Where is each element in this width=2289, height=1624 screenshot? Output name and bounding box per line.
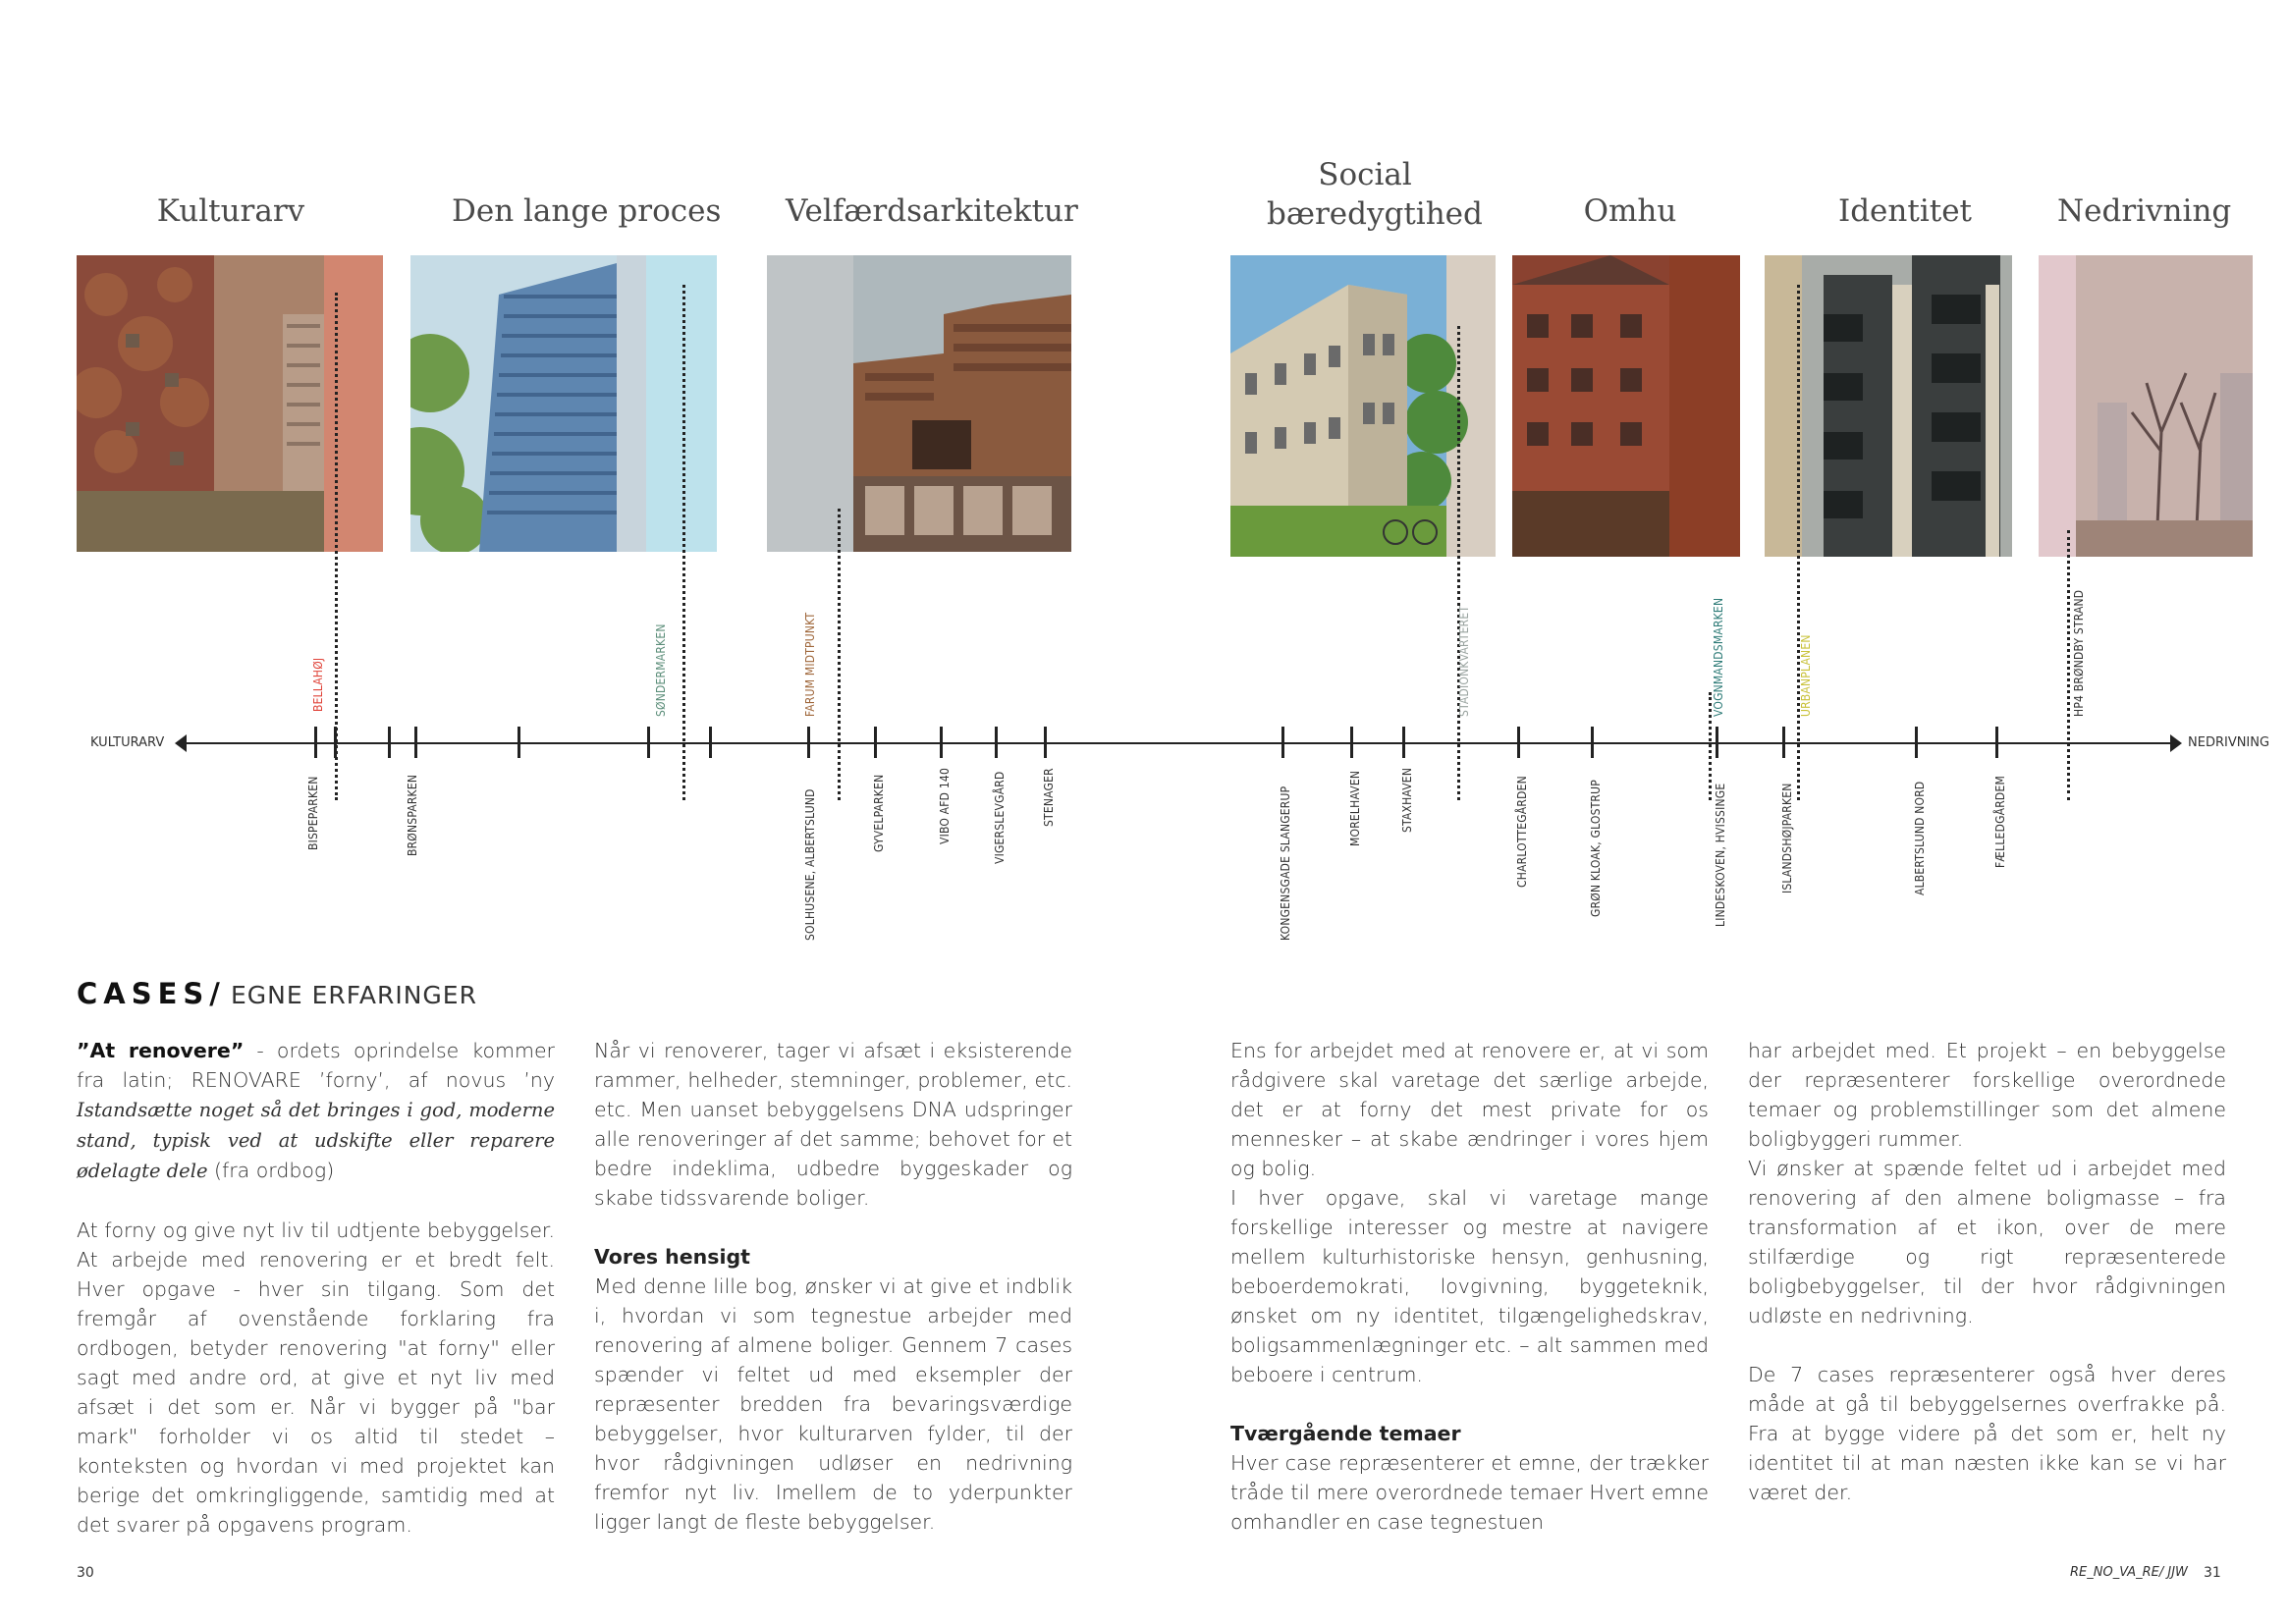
- case-label-farum-midtpunkt: FARUM MIDTPUNKT: [803, 612, 817, 717]
- timeline-axis: [180, 742, 2173, 744]
- project-label: STAXHAVEN: [1400, 767, 1414, 833]
- definition-source: (fra ordbog): [207, 1159, 335, 1182]
- case-label-stadionkvarteret: STADIONKVARTERET: [1457, 605, 1471, 717]
- dotted-line-farum-midtpunkt: [838, 509, 841, 800]
- lead-term: ”At renovere”: [77, 1039, 245, 1062]
- case-label-sondermarken: SØNDERMARKEN: [654, 623, 668, 717]
- project-label: ALBERTSLUND NORD: [1913, 781, 1927, 895]
- category-title-omhu: Omhu: [1583, 193, 1677, 229]
- timeline-tick: [388, 727, 391, 758]
- paragraph: Med denne lille bog, ønsker vi at give et indblik i, hvordan vi som tegnestue arbejder med renovering af almene boliger. Gennem 7 cases spænder vi feltet ud med eksempler der repræsenter bredden fra bevaringsværdige bebyggelser, hvor kulturarven fylder, til der hvor rådgivningen udløser en nedrivning fremfor nyt liv. Imellem de to yderpunkter ligger langt de fleste bebyggelser.: [594, 1274, 1072, 1534]
- case-label-bellahoj: BELLAHØJ: [311, 657, 325, 712]
- dictionary-definition: Istandsætte noget så det bringes i god, moderne stand, typisk ved at udskifte eller reparere ødelagte dele: [77, 1099, 555, 1182]
- section-heading-bold: CASES/: [77, 977, 226, 1010]
- timeline-tick: [1995, 727, 1998, 758]
- text-column-4: [1748, 1036, 2226, 1537]
- timeline-tick: [1281, 727, 1284, 758]
- timeline-start-label: KULTURARV: [90, 735, 165, 750]
- category-title-den-lange-proces: Den lange proces: [452, 193, 722, 229]
- project-label: MORELHAVEN: [1348, 770, 1362, 846]
- timeline-tick: [1915, 727, 1918, 758]
- timeline-tick: [1517, 727, 1520, 758]
- photo-hp4-brondby-strand: [2039, 255, 2253, 557]
- project-label: GRØN KLOAK, GLOSTRUP: [1589, 780, 1603, 917]
- category-title-velfaerdsarkitektur: Velfærdsarkitektur: [786, 193, 1078, 229]
- project-label: KONGENSGADE SLANGERUP: [1279, 785, 1292, 941]
- timeline-tick: [414, 727, 417, 758]
- timeline-tick: [1591, 727, 1594, 758]
- project-label: STENAGER: [1042, 768, 1056, 827]
- paragraph: Ens for arbejdet med at renovere er, at vi som rådgivere skal varetage det særlige arbejde, det er at forny det mest private for os mennesker – at skabe ændringer i vores hjem og bolig.: [1230, 1039, 1709, 1180]
- text-column-2: [594, 1036, 1072, 1566]
- photo-urbanplanen: [1765, 255, 2012, 557]
- timeline-tick: [709, 727, 712, 758]
- section-heading-light: EGNE ERFARINGER: [231, 981, 477, 1009]
- project-label: ISLANDSHØJPARKEN: [1780, 783, 1794, 893]
- category-title-identitet: Identitet: [1837, 193, 1973, 229]
- project-label: CHARLOTTEGÅRDEN: [1515, 776, 1529, 888]
- timeline-tick: [1716, 727, 1718, 758]
- text-column-1: [77, 1036, 555, 1569]
- photo-sondermarken: [410, 255, 717, 552]
- timeline-end-label: NEDRIVNING: [2188, 735, 2270, 750]
- subheading-tvaergaende-temaer: Tværgående temaer: [1230, 1422, 1461, 1445]
- timeline-tick: [1782, 727, 1785, 758]
- timeline-arrow-left-icon: [175, 734, 187, 752]
- paragraph: At forny og give nyt liv til udtjente bebyggelser. At arbejde med renovering er et bredt felt. Hver opgave - hver sin tilgang. Som det fremgår af ovenstående forklaring fra ordbogen, betyder renovering "at forny" eller sagt med andre ord, at give et nyt liv med afsæt i det som er. Når vi bygger på "bar mark" forholder vi os altid til stedet – konteksten og hvordan vi med projektet kan berige det omkringliggende, samtidig med at det svarer på opgavens program.: [77, 1218, 555, 1537]
- category-title-social-baeredygtihed: Social bæredygtihed: [1267, 157, 1483, 232]
- project-label: GYVELPARKEN: [872, 774, 886, 852]
- paragraph: har arbejdet med. Et projekt – en bebyggelse der repræsenterer forskellige overordnede temaer og problemstillinger som det almene boligbyggeri rummer.: [1748, 1039, 2226, 1151]
- section-heading: [77, 977, 477, 1010]
- paragraph: Vi ønsker at spænde feltet ud i arbejdet med renovering af den almene boligmasse – fra transformation af et ikon, over de mere stilfærdige og rigt repræsenterede boligbebyggelser, til der hvor rådgivningen udløste en nedrivning.: [1748, 1157, 2226, 1327]
- project-label: FÆLLEDGÅRDEM: [1993, 776, 2007, 868]
- timeline-tick: [1044, 727, 1047, 758]
- dotted-line-urbanplanen: [1797, 285, 1800, 800]
- timeline-tick: [314, 727, 317, 758]
- timeline-tick: [334, 727, 337, 758]
- project-label: LINDESKOVEN, HVISSINGE: [1714, 783, 1727, 927]
- case-label-hp4-brondby-strand: HP4 BRØNDBY STRAND: [2072, 589, 2086, 717]
- photo-vognmandsmarken: [1512, 255, 1740, 557]
- project-label: VIGERSLEVGÅRD: [993, 771, 1007, 864]
- page-number-left: 30: [77, 1565, 94, 1581]
- timeline-arrow-right-icon: [2170, 734, 2182, 752]
- photo-farum-midtpunkt: [767, 255, 1071, 552]
- timeline-tick: [807, 727, 810, 758]
- project-label: BRØNSPARKEN: [406, 774, 419, 856]
- timeline-tick: [940, 727, 943, 758]
- case-label-vognmandsmarken: VOGNMANDSMARKEN: [1712, 597, 1725, 717]
- paragraph: De 7 cases repræsenterer også hver deres måde at gå til bebyggelsernes overfrakke på. Fra at bygge videre på det som er, helt ny identitet til at man næsten ikke kan se vi har været der.: [1748, 1363, 2226, 1504]
- project-label: BISPEPARKEN: [306, 776, 320, 850]
- footer-brand: RE_NO_VA_RE/ JJW: [2070, 1565, 2188, 1580]
- paragraph: I hver opgave, skal vi varetage mange forskellige interesser og mestre at navigere mellem kulturhistoriske hensyn, genhusning, beboerdemokrati, lovgivning, byggeteknik, ønsket om ny identitet, tilgængelighedskrav, boligsammenlægninger etc. – alt sammen med beboere i centrum.: [1230, 1186, 1709, 1386]
- definition-intro: - ordets oprindelse kommer fra latin; RENOVARE ’forny’, af novus ’ny: [77, 1039, 555, 1092]
- timeline-tick: [647, 727, 650, 758]
- paragraph: Når vi renoverer, tager vi afsæt i eksisterende rammer, helheder, stemninger, problemer, etc. etc. Men uanset bebyggelsens DNA udspringer alle renoveringer af det samme; behovet for et bedre indeklima, udbedre byggeskader og skabe tidssvarende boliger.: [594, 1039, 1072, 1210]
- dotted-line-bellahoj: [335, 293, 338, 800]
- page-number-right: 31: [2204, 1565, 2221, 1581]
- project-label: SOLHUSENE, ALBERTSLUND: [803, 788, 817, 941]
- timeline-tick: [1350, 727, 1353, 758]
- timeline-tick: [874, 727, 877, 758]
- project-label: VIBO AFD 140: [938, 767, 952, 844]
- dotted-line-sondermarken: [682, 285, 685, 800]
- case-label-urbanplanen: URBANPLANEN: [1799, 634, 1813, 717]
- dotted-line-stadionkvarteret: [1457, 326, 1460, 800]
- timeline-tick: [1402, 727, 1405, 758]
- category-title-kulturarv: Kulturarv: [156, 193, 305, 229]
- timeline-tick: [995, 727, 998, 758]
- photo-stadionkvarteret: [1230, 255, 1496, 557]
- subheading-vores-hensigt: Vores hensigt: [594, 1245, 750, 1269]
- category-title-nedrivning: Nedrivning: [2057, 193, 2232, 229]
- paragraph: Hver case repræsenterer et emne, der trækker tråde til mere overordnede temaer Hvert emne omhandler en case tegnestuen: [1230, 1451, 1709, 1534]
- timeline-tick: [518, 727, 520, 758]
- dotted-line-hp4: [2067, 530, 2070, 800]
- text-column-3: [1230, 1036, 1709, 1566]
